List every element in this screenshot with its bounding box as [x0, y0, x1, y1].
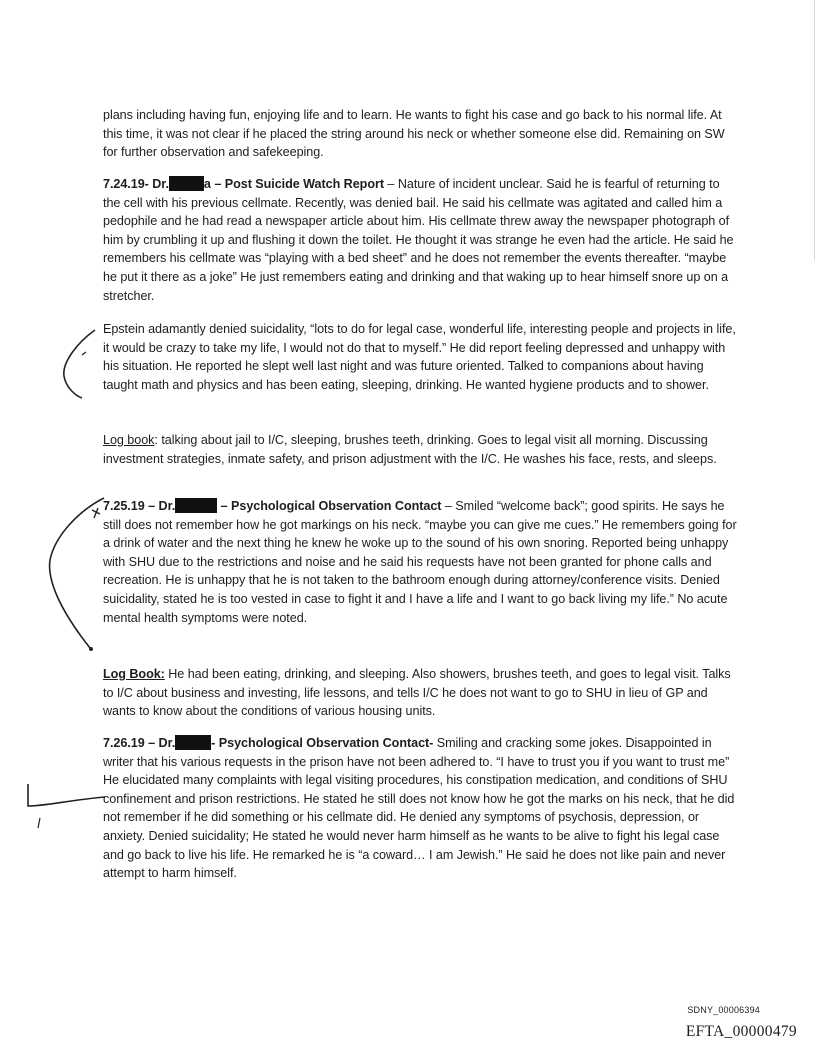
entry-date: 7.26.19 – Dr. [103, 736, 176, 750]
paragraph-continuation [103, 106, 739, 162]
redaction-box [175, 735, 211, 750]
entry-date: 7.25.19 – Dr. [103, 499, 176, 513]
handwritten-bracket-3 [28, 784, 105, 806]
entry-heading: - Psychological Observation Contact- [211, 736, 434, 750]
entry-body: – Smiled “welcome back”; good spirits. He says he still does not remember how he got markings on his neck. “maybe you can give me cues.” He remembers going for a drink of water and the next thing he knew he woke up to the sound of his own snoring. Reported being unhappy with SHU due to the restrictions and noise and he said his requests have not been granted for phone calls and recreation. He is unhappy that he is not taken to the bathroom enough during attorney/conference visits. Denied suicidality, stated he is too vested in case to fight it and I have a life and I want to go back living my life.” No acute mental health symptoms were noted. [103, 499, 737, 625]
logbook-entry-2 [103, 665, 739, 721]
entry-heading: – Post Suicide Watch Report [210, 177, 384, 191]
paragraph-text: plans including having fun, enjoying life and to learn. He wants to fight his case and go back to his normal life. At this time, it was not clear if he placed the string around his neck or whether someone else did. Remaining on SW for further observation and safekeeping. [103, 108, 725, 160]
entry-2019-07-25 [103, 497, 739, 627]
entry-2019-07-26 [103, 734, 739, 883]
logbook-label: Log Book: [103, 667, 165, 681]
entry-body: – Nature of incident unclear. Said he is fearful of returning to the cell with his previous cellmate. Recently, was denied bail. He said his cellmate was agitated and called him a pedophile and he had read a newspaper article about him. His cellmate threw away the newspaper photograph of him by crumbling it up and flushing it down the toilet. He thought it was strange he even had the article. He said he remembers his cellmate was “playing with a bed sheet” and he does not remember the events thereafter. “maybe he put it there as a joke” He just remembers eating and drinking and that waking up to hear himself snore up on a stretcher. [103, 177, 734, 303]
handwritten-tick [82, 352, 86, 355]
logbook-text: : talking about jail to I/C, sleeping, brushes teeth, drinking. Goes to legal visit all morning. Discussing investment strategies, inmate safety, and prison adjustment with the I/C. He washes his face, rests, and sleeps. [103, 433, 717, 466]
handwritten-stroke [38, 818, 40, 828]
handwritten-check [92, 508, 100, 518]
redaction-box [169, 176, 204, 191]
entry-body: Smiling and cracking some jokes. Disappointed in writer that his various requests in the prison have not been adhered to. “I have to trust you if you want to trust me” He elucidated many complaints with legal visiting procedures, his constipation medication, and conditions of SHU confinement and prison restrictions. He stated he still does not know how he got the marks on his neck, that he did not remember if he did something or his cellmate did. He denied any symptoms of psychosis, depression, or anxiety. Denied suicidality; He stated he would never harm himself as he wants to be alive to fight his legal case and go back to live his life. He remarked he is “a coward… I am Jewish.” He said he does not like pain and never attempt to harm himself. [103, 736, 735, 881]
handwritten-dot [89, 647, 93, 651]
logbook-entry-1 [103, 431, 739, 468]
redaction-box [175, 498, 217, 513]
paragraph-text: Epstein adamantly denied suicidality, “lots to do for legal case, wonderful life, interesting people and projects in life, it would be crazy to take my life, I would not do that to myself.” He did report feeling depressed and unhappy with his situation. He reported he slept well last night and was future oriented. Talked to companions about having taught math and physics and has been eating, sleeping, drinking. He wanted hygiene products and to shower. [103, 322, 736, 392]
document-id: SDNY_00006394 [687, 1005, 760, 1015]
entry-2019-07-24 [103, 175, 739, 305]
entry-date: 7.24.19- Dr. [103, 177, 169, 191]
logbook-text: He had been eating, drinking, and sleeping. Also showers, brushes teeth, and goes to legal visit. Talks to I/C about business and investing, life lessons, and tells I/C he does not want to go to SHU in lieu of GP and wants to know about the conditions of various housing units. [103, 667, 731, 719]
redaction-tail: a [203, 177, 211, 191]
entry-heading: – Psychological Observation Contact [217, 499, 442, 513]
logbook-label: Log book [103, 433, 155, 447]
scan-edge-line [814, 0, 815, 260]
handwritten-bracket-1 [64, 330, 95, 398]
paragraph-denial [103, 320, 739, 394]
bates-number: EFTA_00000479 [685, 1023, 797, 1040]
handwritten-bracket-2 [50, 498, 104, 648]
